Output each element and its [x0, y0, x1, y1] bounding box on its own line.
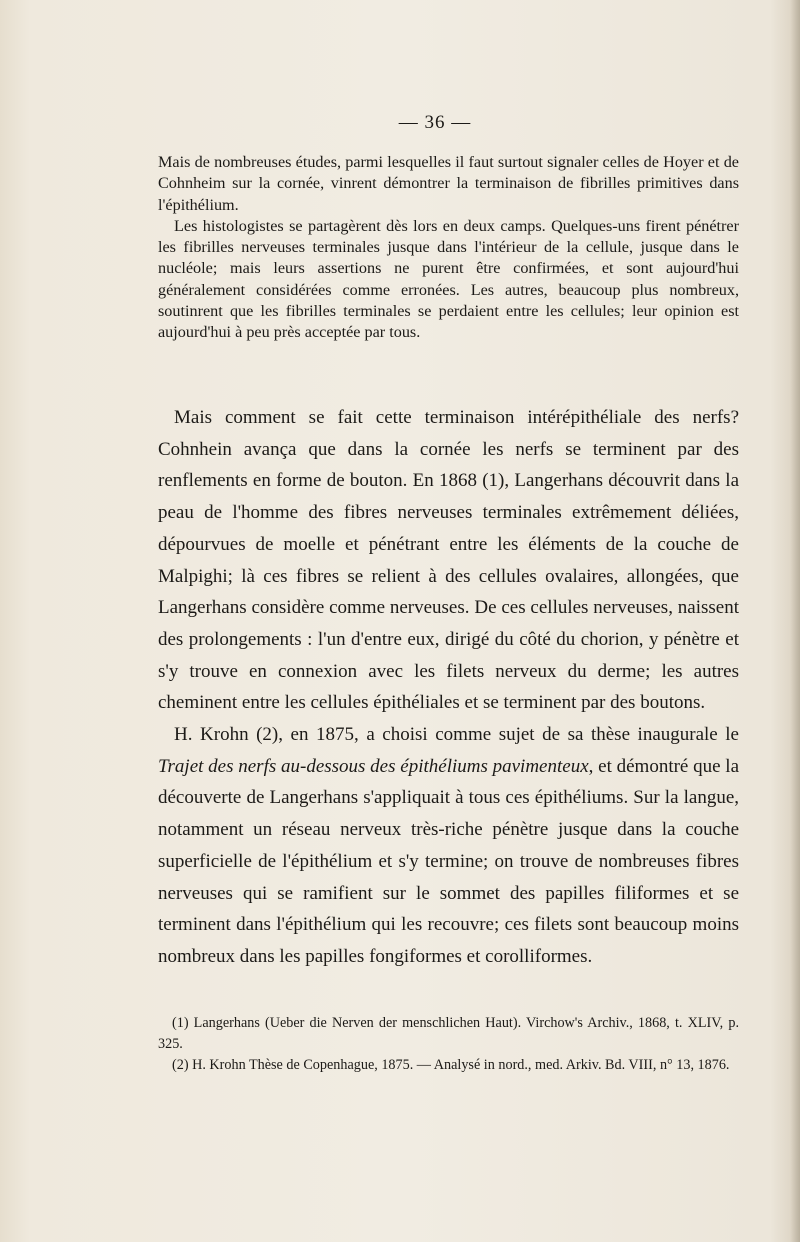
footnote-2: (2) H. Krohn Thèse de Copenhague, 1875. — Analysé in nord., med. Arkiv. Bd. VIII, n° 13, 1876.	[172, 1057, 730, 1073]
intro-section	[158, 152, 739, 344]
page-number: — 36 —	[398, 112, 472, 133]
thesis-title: Trajet des nerfs au-dessous des épithéliums pavimenteux	[158, 755, 589, 777]
page-edge-shadow	[790, 0, 800, 1242]
body-paragraph-2	[158, 719, 739, 973]
body-paragraph-2-end: , et démontré que la découverte de Langerhans s'appliquait à tous ces épithéliums. Sur la langue, notamment un réseau nerveux très-riche pénètre jusque dans la couche superficielle de l'épithélium et s'y termine; on trouve de nombreuses fibres nerveuses qui se ramifient sur le sommet des papilles filiformes et se terminent dans l'épithélium qui les recouvre; ces filets sont beaucoup moins nombreux dans les papilles fongiformes et corolliformes.	[158, 755, 740, 967]
body-paragraph-1: Mais comment se fait cette terminaison intérépithéliale des nerfs? Cohnhein avança que dans la cornée les nerfs se terminent par des renflements en forme de bouton. En 1868 (1), Langerhans découvrit dans la peau de l'homme des fibres nerveuses terminales extrêmement déliées, dépourvues de moelle et pénétrant entre les éléments de la couche de Malpighi; là ces fibres se relient à des cellules ovalaires, allongées, que Langerhans considère comme nerveuses. De ces cellules nerveuses, naissent des prolongements : l'un d'entre eux, dirigé du côté du chorion, y pénètre et s'y trouve en connexion avec les filets nerveux du derme; les autres cheminent entre les cellules épithéliales et se terminent par des boutons.	[158, 407, 739, 714]
main-section	[158, 402, 739, 973]
intro-paragraph-1: Mais de nombreuses études, parmi lesquelles il faut surtout signaler celles de Hoyer et de Cohnheim sur la cornée, vinrent démontrer la terminaison de fibrilles primitives dans l'épithélium.	[158, 153, 739, 214]
body-paragraph-2-start: H. Krohn (2), en 1875, a choisi comme sujet de sa thèse inaugurale le	[174, 724, 739, 746]
footnote-1: (1) Langerhans (Ueber die Nerven der menschlichen Haut). Virchow's Archiv., 1868, t. XLIV, p. 325.	[158, 1015, 739, 1052]
intro-paragraph-2: Les histologistes se partagèrent dès lors en deux camps. Quelques-uns firent pénétrer les fibrilles nerveuses terminales jusque dans l'intérieur de la cellule, jusque dans le nucléole; mais leurs assertions ne purent être confirmées, et sont aujourd'hui généralement considérées comme erronées. Les autres, beaucoup plus nombreux, soutinrent que les fibrilles terminales se perdaient entre les cellules; leur opinion est aujourd'hui à peu près acceptée par tous.	[158, 216, 739, 342]
footnotes	[158, 1013, 739, 1076]
